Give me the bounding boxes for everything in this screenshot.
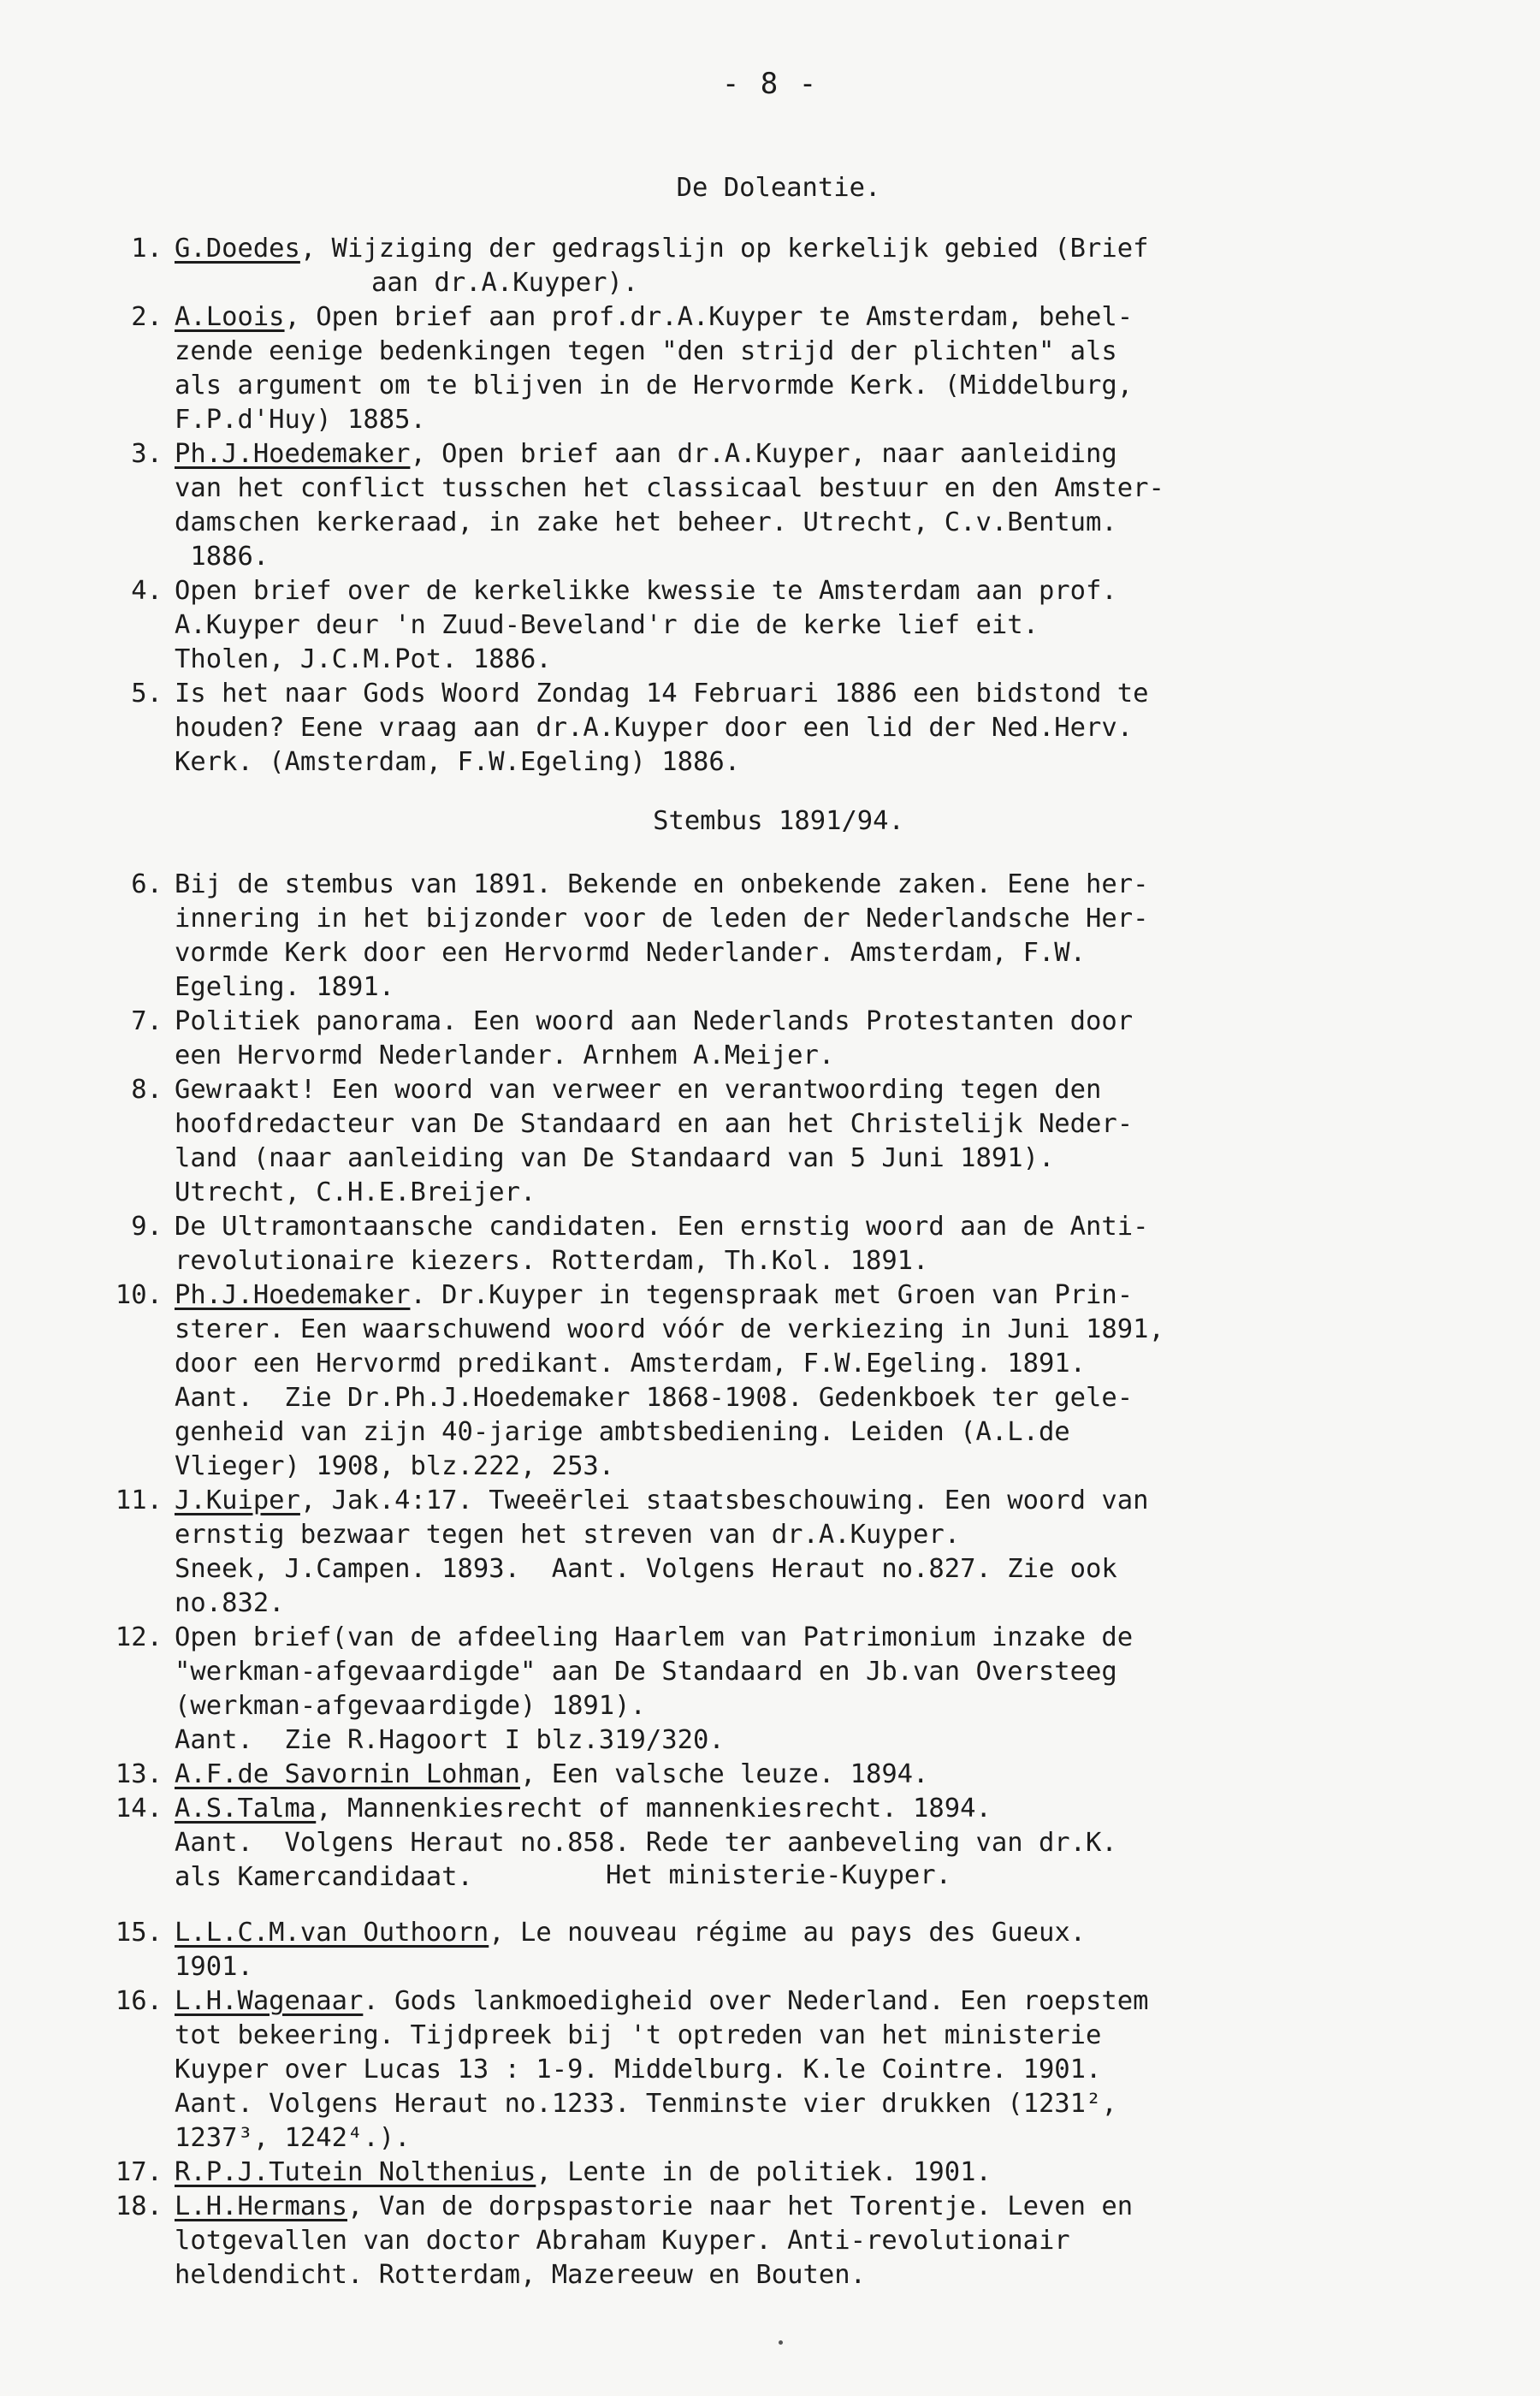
entry-text: van het conflict tusschen het classicaal bestuur en den Amster- [175,473,1164,503]
entry-text: innering in het bijzonder voor de leden der Nederlandsche Her- [175,904,1149,934]
entry-line [175,1415,1463,1450]
bibliography-entry [94,2190,1463,2292]
entry-line [175,335,1463,369]
bibliography-entry [94,677,1463,780]
entry-text: Aant. Zie R.Hagoort I blz.319/320. [175,1725,725,1755]
entry-line [175,1984,1463,2019]
entry-text: vormde Kerk door een Hervormd Nederlander. Amsterdam, F.W. [175,938,1087,968]
entry-text: Vlieger) 1908, blz.222, 253. [175,1451,615,1481]
entry-author: R.P.J.Tutein Nolthenius [175,2157,536,2187]
bibliography-entry [94,1005,1463,1073]
entry-line [175,437,1463,471]
entry-author: Ph.J.Hoedemaker [175,1280,411,1310]
entry-line [175,1381,1463,1415]
entry-text: . Dr.Kuyper in tegenspraak met Groen van Prin- [410,1280,1134,1310]
entry-line [175,1210,1463,1244]
entry-text: , Open brief aan prof.dr.A.Kuyper te Amsterdam, behel- [284,302,1134,332]
section-heading: De Doleantie. [676,173,881,203]
page-number: - 8 - [721,67,819,101]
entry-number: 8. [131,1075,163,1105]
bibliography-entry [94,437,1463,574]
bibliography-entry [94,1073,1463,1210]
entry-text: , Een valsche leuze. 1894. [519,1759,929,1789]
entry-line [175,1552,1463,1586]
entry-text: , Lente in de politiek. 1901. [536,2157,992,2187]
entry-line [175,745,1463,780]
entry-line [175,266,1463,300]
entry-text: Is het naar Gods Woord Zondag 14 Februari 1886 een bidstond te [175,679,1149,709]
entry-text: Kerk. (Amsterdam, F.W.Egeling) 1886. [175,747,741,777]
entry-number: 1. [131,234,163,264]
entry-line [175,2224,1463,2258]
section-doleantie [94,171,1463,780]
entry-line [175,677,1463,711]
section-heading: Stembus 1891/94. [653,806,904,836]
entry-text: A.Kuyper deur 'n Zuud-Beveland'r die de kerke lief eit. [175,610,1039,640]
entry-number: 10. [115,1280,163,1310]
entry-line [175,232,1463,266]
entry-number: 6. [131,869,163,899]
entry-text: F.P.d'Huy) 1885. [175,405,426,435]
entry-line [175,1826,1463,1860]
entry-line [175,1723,1463,1758]
bibliography-entry [94,1484,1463,1621]
entry-text: Aant. Volgens Heraut no.1233. Tenminste vier drukken (1231², [175,2089,1117,2119]
entry-line [175,1484,1463,1518]
entry-author: A.S.Talma [175,1794,317,1824]
entry-author: L.L.C.M.van Outhoorn [175,1918,489,1948]
entry-text: Aant. Zie Dr.Ph.J.Hoedemaker 1868-1908. Gedenkboek ter gele- [175,1383,1134,1413]
entry-line [175,608,1463,643]
entry-number: 7. [131,1006,163,1036]
entry-text: aan dr.A.Kuyper). [371,268,639,298]
entry-line [175,1142,1463,1176]
entry-text: Tholen, J.C.M.Pot. 1886. [175,644,552,674]
entry-text: als Kamercandidaat. [175,1862,473,1892]
entry-text: land (naar aanleiding van De Standaard van 5 Juni 1891). [175,1143,1055,1173]
entry-line [175,1039,1463,1073]
entry-number: 3. [131,439,163,469]
entry-line [175,300,1463,335]
entry-author: A.F.de Savornin Lohman [175,1759,520,1789]
entry-text: houden? Eene vraag aan dr.A.Kuyper door een lid der Ned.Herv. [175,713,1134,743]
entry-author: J.Kuiper [175,1486,300,1515]
entry-text: Gewraakt! Een woord van verweer en verantwoording tegen den [175,1075,1102,1105]
entry-text: De Ultramontaansche candidaten. Een ernstig woord aan de Anti- [175,1212,1149,1242]
entry-line [175,1950,1463,1984]
bibliography-entry [94,868,1463,1005]
entry-text: door een Hervormd predikant. Amsterdam, F.W.Egeling. 1891. [175,1349,1087,1379]
entry-text: , Wijziging der gedragslijn op kerkelijk gebied (Brief [299,234,1149,264]
entry-number: 14. [115,1794,163,1824]
entry-text: lotgevallen van doctor Abraham Kuyper. Anti-revolutionair [175,2226,1070,2256]
entry-text: zende eenige bedenkingen tegen "den strijd der plichten" als [175,336,1117,366]
entry-line [175,574,1463,608]
entry-line [175,403,1463,437]
section-stembus [94,804,1463,1895]
entry-line [175,1916,1463,1950]
entry-text: Sneek, J.Campen. 1893. Aant. Volgens Heraut no.827. Zie ook [175,1554,1117,1584]
entry-line [175,1005,1463,1039]
bibliography-entry [94,2156,1463,2190]
entry-text: Open brief over de kerkelikke kwessie te Amsterdam aan prof. [175,576,1117,606]
entry-text: Kuyper over Lucas 13 : 1-9. Middelburg. K.le Cointre. 1901. [175,2055,1102,2085]
entry-text: Egeling. 1891. [175,972,395,1002]
entry-text: Bij de stembus van 1891. Bekende en onbekende zaken. Eene her- [175,869,1149,899]
entry-line [175,1450,1463,1484]
section-ministerie-kuyper [94,1859,1463,2292]
entry-author: A.Loois [175,302,285,332]
entry-text: revolutionaire kiezers. Rotterdam, Th.Kol. 1891. [175,1246,929,1276]
entry-number: 12. [115,1622,163,1652]
entry-line [175,1518,1463,1552]
entry-line [175,369,1463,403]
entry-line [175,2053,1463,2087]
bibliography-entry [94,232,1463,300]
entry-text: 1237³, 1242⁴.). [175,2123,411,2153]
entry-author: G.Doedes [175,234,300,264]
entry-line [175,2156,1463,2190]
entry-text: "werkman-afgevaardigde" aan De Standaard en Jb.van Oversteeg [175,1657,1117,1687]
entry-line [175,2258,1463,2292]
section-heading: Het ministerie-Kuyper. [606,1860,951,1890]
entry-line [175,1107,1463,1142]
entry-line [175,1586,1463,1621]
bibliography-entry [94,574,1463,677]
entry-number: 16. [115,1986,163,2016]
entry-text: hoofdredacteur van De Standaard en aan het Christelijk Neder- [175,1109,1134,1139]
entry-line [175,540,1463,574]
entry-text: damschen kerkeraad, in zake het beheer. Utrecht, C.v.Bentum. [175,507,1117,537]
bibliography-entry [94,1758,1463,1792]
entry-number: 2. [131,302,163,332]
entry-text: ernstig bezwaar tegen het streven van dr.A.Kuyper. [175,1520,961,1550]
entry-line [175,1347,1463,1381]
entry-number: 15. [115,1918,163,1948]
entry-text: heldendicht. Rotterdam, Mazereeuw en Bouten. [175,2260,866,2290]
entry-number: 9. [131,1212,163,1242]
entry-text: Open brief(van de afdeeling Haarlem van Patrimonium inzake de [175,1622,1134,1652]
entry-text: . Gods lankmoedigheid over Nederland. Een roepstem [363,1986,1149,2016]
entry-text: , Le nouveau régime au pays des Gueux. [489,1918,1087,1948]
entry-line [175,2087,1463,2121]
entry-line [175,471,1463,506]
entry-number: 4. [131,576,163,606]
entry-text: als argument om te blijven in de Hervormde Kerk. (Middelburg, [175,371,1134,400]
bibliography-entry [94,1278,1463,1484]
specks [779,2340,783,2345]
entry-line [175,506,1463,540]
entry-text: no.832. [175,1588,285,1618]
bibliography-entry [94,1984,1463,2156]
entry-text: Politiek panorama. Een woord aan Nederlands Protestanten door [175,1006,1134,1036]
entry-author: L.H.Wagenaar [175,1986,364,2016]
entry-text: (werkman-afgevaardigde) 1891). [175,1691,646,1721]
entry-text: , Mannenkiesrecht of mannenkiesrecht. 1894. [316,1794,992,1824]
entry-number: 13. [115,1759,163,1789]
entry-text: , Open brief aan dr.A.Kuyper, naar aanleiding [410,439,1117,469]
entry-number: 11. [115,1486,163,1515]
bibliography-entry [94,300,1463,437]
entry-line [175,902,1463,936]
entry-line [175,1655,1463,1689]
entry-line [175,1792,1463,1826]
entry-text: , Jak.4:17. Tweeërlei staatsbeschouwing. Een woord van [299,1486,1149,1515]
entry-number: 18. [115,2191,163,2221]
entry-line [175,868,1463,902]
entry-line [175,1073,1463,1107]
entry-line [175,936,1463,970]
entry-line [175,2121,1463,2156]
entry-text: tot bekeering. Tijdpreek bij 't optreden van het ministerie [175,2020,1102,2050]
entry-line [175,1176,1463,1210]
entry-number: 5. [131,679,163,709]
entry-text: 1886. [175,542,270,572]
entry-line [175,2019,1463,2053]
entry-text: genheid van zijn 40-jarige ambtsbediening. Leiden (A.L.de [175,1417,1070,1447]
entry-line [175,1244,1463,1278]
entry-line [175,1758,1463,1792]
entry-line [175,1313,1463,1347]
bibliography-entry [94,1210,1463,1278]
entry-line [175,1621,1463,1655]
entry-text: sterer. Een waarschuwend woord vóór de verkiezing in Juni 1891, [175,1314,1164,1344]
entry-text: 1901. [175,1952,253,1982]
entry-text: Utrecht, C.H.E.Breijer. [175,1177,536,1207]
entry-text: Aant. Volgens Heraut no.858. Rede ter aanbeveling van dr.K. [175,1828,1117,1858]
entry-line [175,1278,1463,1313]
entry-line [175,711,1463,745]
entry-line [175,2190,1463,2224]
entry-author: Ph.J.Hoedemaker [175,439,411,469]
entry-number: 17. [115,2157,163,2187]
entry-line [175,1689,1463,1723]
bibliography-entry [94,1621,1463,1758]
entry-line [175,643,1463,677]
entry-text: , Van de dorpspastorie naar het Torentje. Leven en [347,2191,1134,2221]
entry-author: L.H.Hermans [175,2191,347,2221]
bibliography-entry [94,1916,1463,1984]
entry-line [175,970,1463,1005]
entry-text: een Hervormd Nederlander. Arnhem A.Meijer. [175,1041,835,1070]
